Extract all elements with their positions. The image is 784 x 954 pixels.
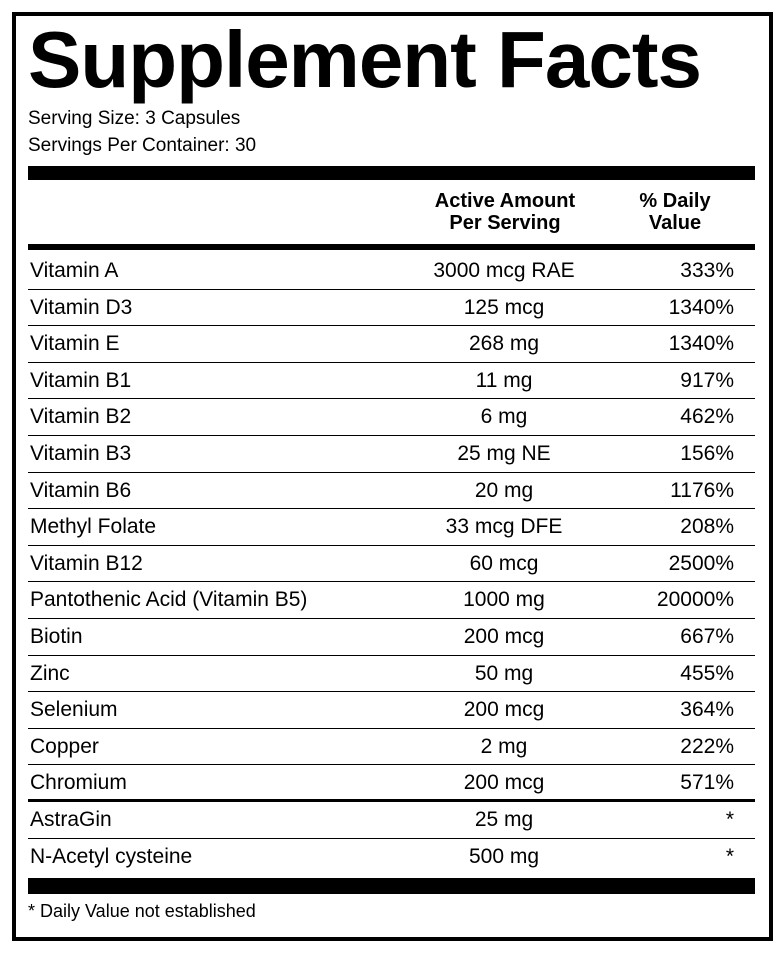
table-row bbox=[28, 509, 755, 546]
daily-value: 455% bbox=[680, 661, 734, 685]
nutrient-name: Vitamin B3 bbox=[30, 442, 132, 465]
nutrient-name: Vitamin B1 bbox=[30, 368, 132, 392]
nutrient-name: Zinc bbox=[30, 661, 70, 685]
amount-per-serving: 25 mg bbox=[474, 808, 534, 831]
nutrient-name: Vitamin A bbox=[30, 259, 119, 282]
footnote: * Daily Value not established bbox=[28, 901, 256, 921]
amount-header-line1: Active Amount bbox=[434, 190, 576, 212]
nutrient-name: N-Acetyl cysteine bbox=[30, 844, 193, 868]
table-row bbox=[28, 619, 755, 656]
nutrient-name: Vitamin D3 bbox=[30, 295, 133, 319]
daily-value: 1176% bbox=[670, 478, 734, 502]
amount-per-serving: 11 mg bbox=[475, 368, 533, 392]
daily-value-header bbox=[622, 190, 728, 234]
amount-per-serving: 2 mg bbox=[480, 734, 528, 758]
daily-value: 462% bbox=[680, 405, 734, 429]
dv-header-line2: Value bbox=[648, 212, 702, 234]
panel-title: Supplement Facts bbox=[28, 15, 702, 104]
daily-value: 1340% bbox=[668, 295, 734, 319]
amount-per-serving: 268 mg bbox=[468, 332, 540, 356]
amount-per-serving: 125 mcg bbox=[463, 295, 545, 319]
daily-value: 208% bbox=[680, 515, 734, 539]
daily-value: * bbox=[725, 844, 734, 868]
daily-value: 20000% bbox=[656, 588, 734, 612]
table-row bbox=[28, 253, 755, 290]
nutrient-name: Biotin bbox=[30, 625, 83, 648]
amount-per-serving: 200 mcg bbox=[463, 698, 545, 722]
table-row bbox=[28, 692, 755, 729]
amount-per-serving: 25 mg NE bbox=[457, 442, 551, 465]
nutrient-name: Vitamin E bbox=[30, 332, 120, 356]
amount-per-serving: 1000 mg bbox=[463, 588, 545, 612]
table-row bbox=[28, 363, 755, 400]
amount-per-serving: 60 mcg bbox=[469, 551, 539, 575]
table-row bbox=[28, 582, 755, 619]
nutrient-name: Vitamin B12 bbox=[30, 551, 143, 575]
table-row bbox=[28, 290, 755, 327]
top-thick-bar bbox=[28, 166, 755, 180]
nutrient-name: Pantothenic Acid (Vitamin B5) bbox=[30, 588, 308, 612]
amount-per-serving: 500 mg bbox=[468, 844, 540, 868]
daily-value: 222% bbox=[680, 734, 734, 758]
amount-per-serving: 200 mcg bbox=[463, 625, 545, 648]
daily-value: * bbox=[725, 808, 734, 831]
nutrient-name: Methyl Folate bbox=[30, 515, 157, 539]
table-row bbox=[28, 839, 755, 876]
nutrient-name: AstraGin bbox=[30, 808, 112, 831]
table-row bbox=[28, 436, 755, 473]
nutrient-name: Selenium bbox=[30, 698, 118, 722]
table-row bbox=[28, 546, 755, 583]
table-row bbox=[28, 765, 755, 802]
table-row bbox=[28, 473, 755, 510]
table-row bbox=[28, 399, 755, 436]
nutrient-name: Chromium bbox=[30, 771, 127, 795]
amount-per-serving: 20 mg bbox=[474, 478, 534, 502]
table-row bbox=[28, 802, 755, 839]
amount-per-serving: 50 mg bbox=[474, 661, 534, 685]
nutrient-name: Vitamin B6 bbox=[30, 478, 132, 502]
daily-value: 917% bbox=[680, 368, 734, 392]
amount-per-serving: 33 mcg DFE bbox=[445, 515, 563, 539]
daily-value: 1340% bbox=[668, 332, 734, 356]
amount-per-serving: 6 mg bbox=[480, 405, 528, 429]
serving-size: Serving Size: 3 Capsules bbox=[28, 108, 241, 129]
table-row bbox=[28, 656, 755, 693]
bottom-thick-bar bbox=[28, 878, 755, 894]
nutrient-name: Copper bbox=[30, 734, 99, 758]
table-row bbox=[28, 729, 755, 766]
daily-value: 667% bbox=[680, 625, 734, 648]
daily-value: 2500% bbox=[668, 551, 734, 575]
amount-per-serving: 200 mcg bbox=[463, 771, 545, 795]
daily-value: 364% bbox=[680, 698, 734, 722]
daily-value: 156% bbox=[680, 442, 734, 465]
dv-header-line1: % Daily bbox=[639, 190, 711, 212]
nutrient-name: Vitamin B2 bbox=[30, 405, 132, 429]
amount-per-serving: 3000 mcg RAE bbox=[433, 259, 575, 282]
table-row bbox=[28, 326, 755, 363]
amount-header-line2: Per Serving bbox=[449, 212, 561, 234]
daily-value: 333% bbox=[680, 259, 734, 282]
header-bar bbox=[28, 244, 755, 250]
daily-value: 571% bbox=[680, 771, 734, 795]
servings-per-container: Servings Per Container: 30 bbox=[28, 135, 257, 156]
amount-header bbox=[400, 190, 610, 234]
